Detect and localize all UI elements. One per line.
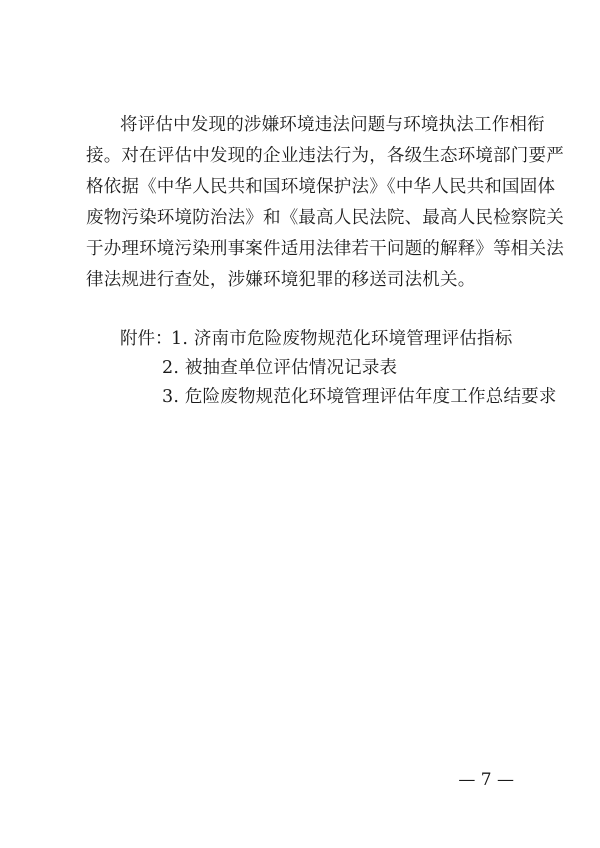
- paragraph-line: 于办理环境污染刑事案件适用法律若干问题的解释》等相关法: [86, 239, 564, 259]
- paragraph-line: 接。对在评估中发现的企业违法行为，各级生态环境部门要严: [86, 146, 564, 166]
- paragraph-line: 废物污染环境防治法》和《最高人民法院、最高人民检察院关: [86, 208, 564, 228]
- attachment-item: 2. 被抽查单位评估情况记录表: [162, 358, 398, 378]
- attachment-item: 3. 危险废物规范化环境管理评估年度工作总结要求: [162, 387, 557, 407]
- page-number: [0, 770, 600, 790]
- paragraph-line: 将评估中发现的涉嫌环境违法问题与环境执法工作相衔: [120, 115, 545, 135]
- paragraph-line: 律法规进行查处，涉嫌环境犯罪的移送司法机关。: [86, 270, 476, 290]
- page-number-text: — 7 —: [458, 770, 514, 790]
- paragraph-line: 格依据《中华人民共和国环境保护法》《中华人民共和国固体: [86, 177, 556, 197]
- attachments-label: 附件：: [120, 329, 173, 349]
- attachment-item: 1. 济南市危险废物规范化环境管理评估指标: [171, 329, 513, 349]
